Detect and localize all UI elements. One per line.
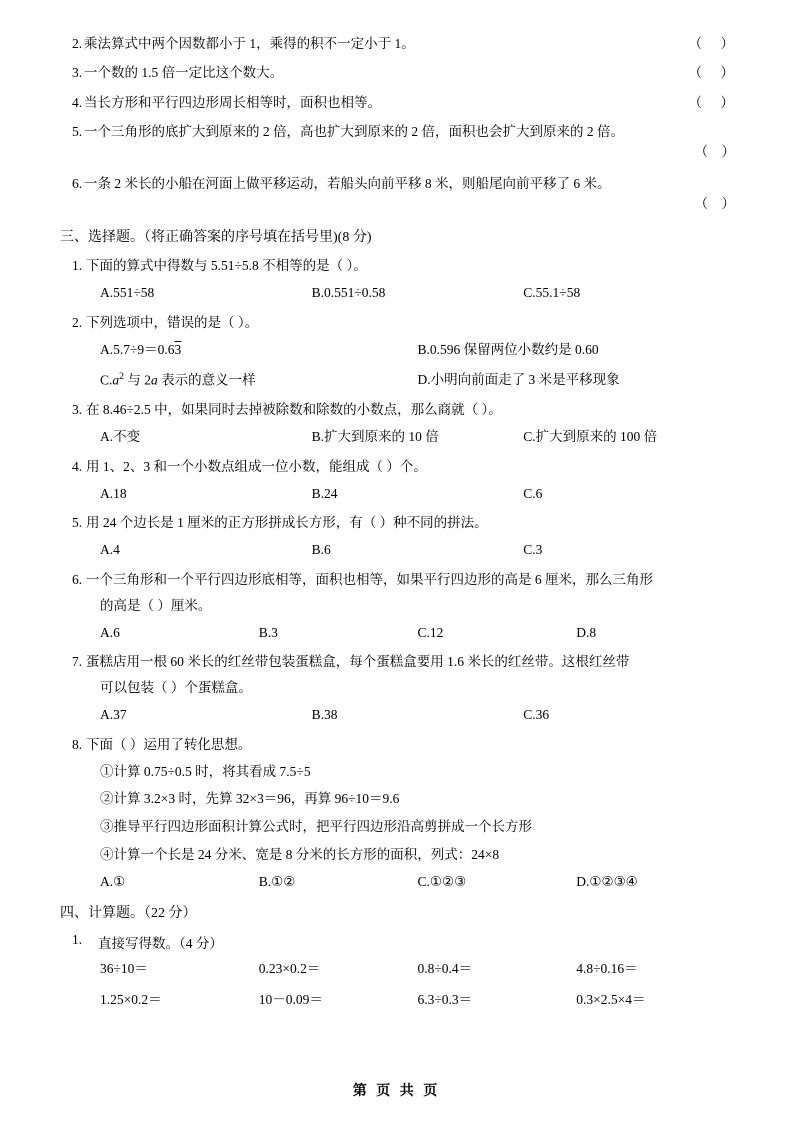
question-number: 2. [72,314,83,330]
option-row [58,282,735,304]
question-text: 下面（ ）运用了转化思想。 [86,736,252,752]
calc-item[interactable]: 4.8÷0.16＝ [576,960,638,976]
question-text-line2: 的高是（ ）厘米。 [100,597,212,613]
question-7 [58,652,735,725]
question-number: 4. [72,458,83,474]
question-text: 用 1、2、3 和一个小数点组成一位小数，能组成（ ）个。 [86,458,427,474]
list-item [58,122,735,142]
list-item [58,174,735,194]
page-footer: 第 页 共 页 [352,1084,441,1099]
option-c[interactable]: C.6 [523,485,543,501]
option-c[interactable]: C.36 [523,707,550,723]
section-title-calc: 四、计算题。（22 分） [60,905,197,921]
option-row [58,871,735,893]
option-b[interactable]: B.38 [311,707,338,723]
option-row [58,426,735,448]
option-a[interactable]: A.不变 [100,429,141,445]
calc-item[interactable]: 1.25×0.2＝ [100,992,162,1008]
option-a[interactable]: A.551÷58 [100,285,155,301]
item-text: 乘法算式中两个因数都小于 1，乘得的积不一定小于 1。 [84,36,415,51]
question-number: 1. [72,931,83,947]
option-row [58,704,735,726]
option-row [58,539,735,561]
answer-bracket[interactable]: （ ） [694,196,735,212]
question-1 [58,256,735,304]
item-text: 当长方形和平行四边形周长相等时，面积也相等。 [84,94,381,110]
option-b[interactable]: B.0.551÷0.58 [311,285,386,301]
option-c[interactable]: C.3 [523,542,543,558]
calc-row-2 [58,989,735,1011]
option-d[interactable]: D.小明向前面走了 3 米是平移现象 [417,372,620,388]
question-text: 一个三角形和一个平行四边形底相等，面积也相等，如果平行四边形的高是 6 厘米，那么三角形 [86,571,653,587]
answer-bracket[interactable]: （ ） [688,94,735,110]
option-a[interactable]: A.4 [100,542,120,558]
option-row [58,622,735,644]
item-number: 3. [72,65,83,81]
option-c[interactable]: C.①②③ [417,874,467,890]
question-text: 蛋糕店用一根 60 米长的红丝带包装蛋糕盒，每个蛋糕盒要用 1.6 米长的红丝带。这根红丝带 [86,654,630,670]
answer-bracket[interactable]: （ ） [688,36,735,51]
option-a[interactable]: A.5.7÷9＝0.63 [100,341,182,357]
item-number: 6. [72,176,83,191]
option-b[interactable]: B.0.596 保留两位小数约是 0.60 [417,341,599,357]
sub-item-4: ④计算一个长是 24 分米、宽是 8 分米的长方形的面积，列式：24×8 [100,846,500,862]
option-c[interactable]: C.55.1÷58 [523,285,581,301]
question-number: 3. [72,402,83,418]
question-text: 在 8.46÷2.5 中，如果同时去掉被除数和除数的小数点，那么商就（ ）。 [86,402,502,418]
option-d[interactable]: D.8 [576,624,597,640]
question-number: 6. [72,571,83,587]
answer-bracket[interactable]: （ ） [694,144,735,159]
question-6 [58,570,735,643]
item-number: 4. [72,94,83,110]
option-c[interactable]: $C.a^2$ 与 2a 表示的意义一样 [100,371,256,388]
item-text: 一个数的 1.5 倍一定比这个数大。 [84,65,284,81]
option-row [58,369,735,391]
option-a[interactable]: A.① [100,874,126,890]
option-row [58,339,735,361]
calc-item[interactable]: 0.8÷0.4＝ [417,960,473,976]
choice-questions [58,256,735,892]
sub-item-3: ③推导平行四边形面积计算公式时，把平行四边形沿高剪拼成一个长方形 [100,818,532,834]
option-a[interactable]: A.6 [100,624,120,640]
option-c[interactable]: C.12 [417,624,444,640]
section-title-choice: 三、选择题。（将正确答案的序号填在括号里)(8 分) [60,230,372,246]
calc-item[interactable]: 36÷10＝ [100,960,148,976]
option-d[interactable]: D.①②③④ [576,874,638,890]
question-8 [58,735,735,893]
question-number: 7. [72,654,83,670]
answer-bracket[interactable]: （ ） [688,65,735,81]
option-c[interactable]: C.扩大到原来的 100 倍 [523,429,658,445]
truefalse-section [58,34,735,212]
question-5 [58,513,735,561]
option-a[interactable]: A.37 [100,707,127,723]
option-b[interactable]: B.①② [258,874,296,890]
list-item [58,93,735,113]
list-item [58,34,735,54]
calc-row-1 [58,958,735,980]
calc-item[interactable]: 10－0.09＝ [258,992,323,1008]
option-b[interactable]: B.3 [258,624,278,640]
calc-item[interactable]: 6.3÷0.3＝ [417,992,473,1008]
calc-question-1 [58,932,735,952]
option-b[interactable]: B.6 [311,542,331,558]
sub-item-2: ②计算 3.2×3 时，先算 32×3＝96，再算 96÷10＝9.6 [100,791,400,807]
item-number: 2. [72,36,83,51]
item-text: 一条 2 米长的小船在河面上做平移运动，若船头向前平移 8 米，则船尾向前平移了 6 米。 [84,176,611,191]
question-text: 直接写得数。（4 分） [98,935,223,951]
question-text: 用 24 个边长是 1 厘米的正方形拼成长方形，有（ ）种不同的拼法。 [86,515,488,531]
option-b[interactable]: B.扩大到原来的 10 倍 [311,429,439,445]
sub-item-1: ①计算 0.75÷0.5 时，将其看成 7.5÷5 [100,763,311,779]
question-number: 5. [72,515,83,531]
option-b[interactable]: B.24 [311,485,338,501]
option-row [58,483,735,505]
question-2 [58,313,735,392]
calc-item[interactable]: 0.3×2.5×4＝ [576,992,646,1008]
question-number: 8. [72,736,83,752]
calc-item[interactable]: 0.23×0.2＝ [258,960,321,976]
question-text: 下面的算式中得数与 5.51÷5.8 不相等的是（ ）。 [86,258,367,274]
question-text-line2: 可以包装（ ）个蛋糕盒。 [100,680,252,696]
question-3 [58,400,735,448]
question-text: 下列选项中，错误的是（ ）。 [86,314,259,330]
option-a[interactable]: A.18 [100,485,127,501]
question-number: 1. [72,258,83,274]
item-number: 5. [72,123,83,139]
list-item [58,63,735,83]
item-text: 一个三角形的底扩大到原来的 2 倍，高也扩大到原来的 2 倍，面积也会扩大到原来的 2 倍。 [84,123,624,139]
question-4 [58,457,735,505]
